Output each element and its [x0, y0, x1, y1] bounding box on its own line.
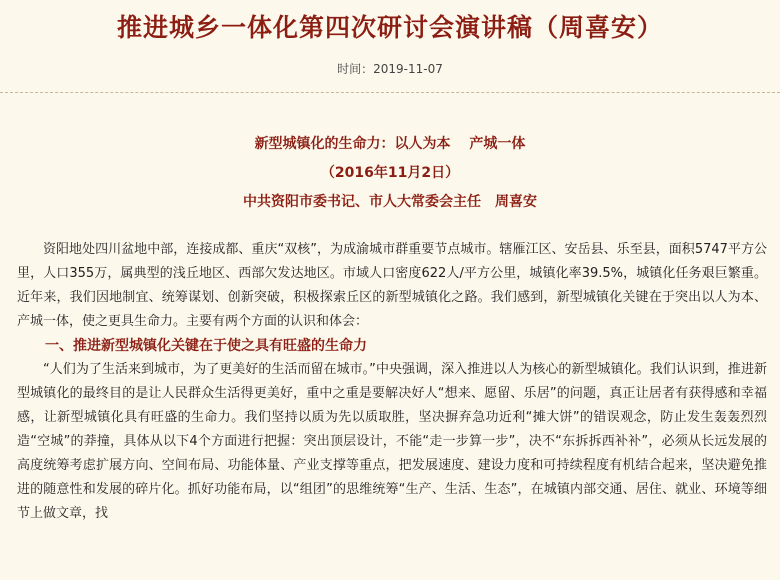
speech-heading: 新型城镇化的生命力：以人为本 产城一体 [254, 136, 526, 152]
speech-date: （2016年11月2日） [320, 165, 460, 181]
article-body [17, 238, 767, 526]
speech-author: 中共资阳市委书记、市人大常委会主任 周喜安 [243, 194, 537, 210]
paragraph: 资阳地处四川盆地中部，连接成都、重庆“双核”，为成渝城市群重要节点城市。辖雁江区、安岳县、乐至县，面积5747平方公里，人口355万，属典型的浅丘地区、西部欠发达地区。市域人口密度622人/平方公里，城镇化率39.5%，城镇化任务艰巨繁重。近年来，我们因地制宜、统筹谋划、创新突破，积极探索丘区的新型城镇化之路。我们感到，新型城镇化关键在于突出以人为本、产城一体，使之更具生命力。主要有两个方面的认识和体会： [17, 242, 767, 329]
paragraph: “人们为了生活来到城市，为了更美好的生活而留在城市。”中央强调，深入推进以人为核心的新型城镇化。我们认识到，推进新型城镇化的最终目的是让人民群众生活得更美好，重中之重是要解决好人“想来、愿留、乐居”的问题，真正让居者有获得感和幸福感，让新型城镇化具有旺盛的生命力。我们坚持以质为先以质取胜，坚决摒弃急功近利“摊大饼”的错误观念，防止发生轰轰烈烈造“空城”的莽撞，具体从以下4个方面进行把握：突出顶层设计，不能“走一步算一步”，决不“东拆拆西补补”，必须从长远发展的高度统筹考虑扩展方向、空间布局、功能体量、产业支撑等重点，把发展速度、建设力度和可持续程度有机结合起来，坚决避免推进的随意性和发展的碎片化。抓好功能布局，以“组团”的思维统筹“生产、生活、生态”，在城镇内部交通、居住、就业、环境等细节上做文章，找 [17, 362, 767, 521]
publish-time-label: 时间： [337, 62, 374, 76]
article-header [0, 0, 780, 93]
section-title: 一、推进新型城镇化关键在于使之具有旺盛的生命力 [45, 338, 367, 354]
article-title: 推进城乡一体化第四次研讨会演讲稿（周喜安） [116, 13, 663, 42]
header-divider [0, 92, 780, 93]
publish-time [0, 60, 780, 77]
publish-time-value: 2019-11-07 [373, 62, 443, 76]
